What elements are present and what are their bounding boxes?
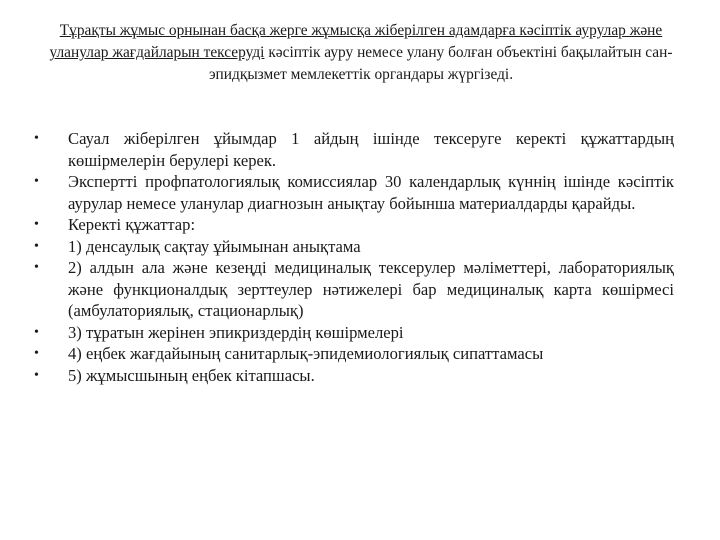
- bullet-dot: •: [34, 174, 39, 189]
- bullet-dot: •: [34, 346, 39, 361]
- bullet-item: [34, 236, 674, 258]
- bullet-item: [34, 365, 674, 387]
- header-text: кәсіптік ауру немесе улану болған объектіні бақылайтын сан-эпидқызмет мемлекеттік органдары жүргізеді.: [208, 44, 673, 83]
- bullet-item: [34, 322, 674, 344]
- bullet-item: [34, 128, 674, 171]
- bullet-list: [34, 128, 674, 386]
- bullet-text: Экспертті профпатологиялық комиссиялар 30 календарлық күннің ішінде кәсіптік аурулар немесе уланулар диагнозын анықтау бойынша материалдарды қарайды.: [68, 172, 674, 213]
- bullet-text: Керекті құжаттар:: [68, 215, 196, 234]
- bullet-item: [34, 343, 674, 365]
- bullet-text: Сауал жіберілген ұйымдар 1 айдың ішінде тексеруге керекті құжаттардың көшірмелерін берулері керек.: [68, 129, 674, 170]
- bullet-text: 3) тұратын жерінен эпикриздердің көшірмелері: [68, 322, 404, 342]
- bullet-text: 1) денсаулық сақтау ұйымынан анықтама: [68, 236, 361, 256]
- slide-header: [36, 20, 686, 86]
- bullet-dot: •: [34, 260, 39, 275]
- bullet-text: 4) еңбек жағдайының санитарлық-эпидемиологиялық сипаттамасы: [68, 344, 544, 363]
- bullet-item: [34, 214, 674, 236]
- bullet-dot: •: [34, 238, 39, 254]
- bullet-dot: •: [34, 367, 39, 383]
- bullet-text: 5) жұмысшының еңбек кітапшасы.: [68, 365, 315, 385]
- bullet-item: [34, 171, 674, 214]
- bullet-dot: •: [34, 217, 39, 232]
- bullet-dot: •: [34, 131, 39, 146]
- bullet-text: 2) алдын ала және кезеңді медициналық тексерулер мәліметтері, лабораториялық және функционалдық зерттеулер нәтижелері бар медициналық карта көшірмесі (амбулаториялық, стационарлық): [68, 258, 674, 320]
- bullet-dot: •: [34, 324, 39, 340]
- header-underlined-text: Тұрақты жұмыс орнынан басқа жерге жұмысқа жіберілген адамдарға кәсіптік аурулар және уланулар жағдайларын тексеруді: [49, 22, 663, 61]
- bullet-item: [34, 257, 674, 322]
